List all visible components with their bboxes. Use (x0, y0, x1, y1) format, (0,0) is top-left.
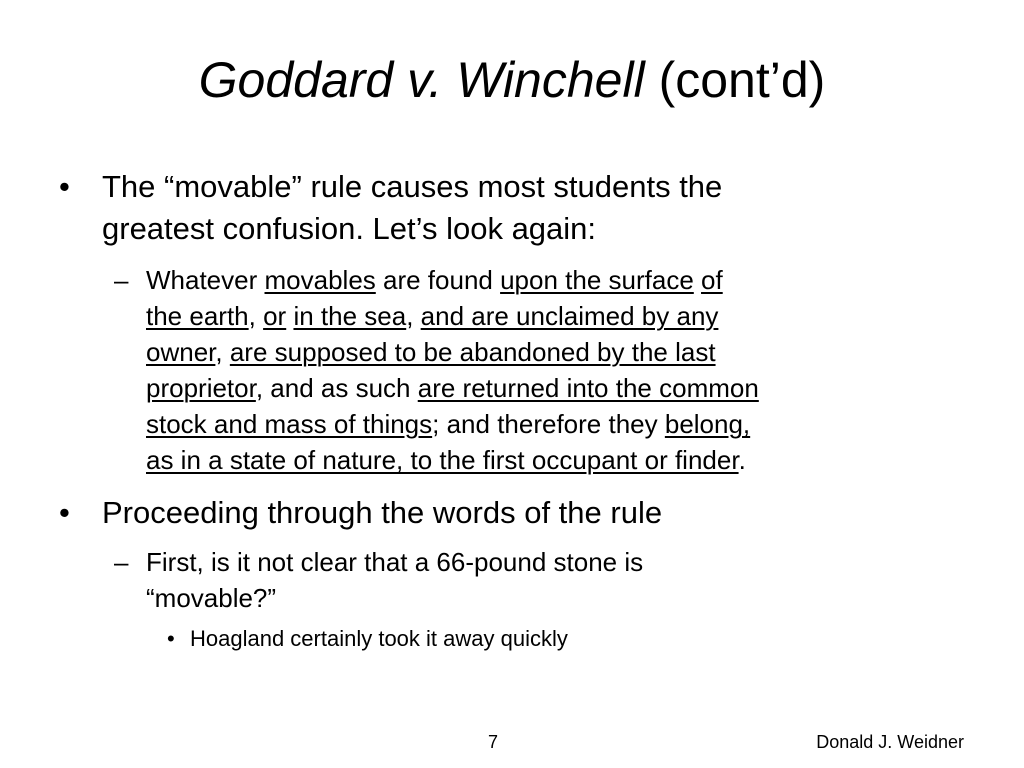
underlined-text: movables (264, 265, 376, 295)
text-run: , and as such (255, 373, 418, 403)
underlined-text: are returned into the common (417, 373, 759, 403)
text-run: are found (375, 265, 501, 295)
quote-line (146, 334, 966, 370)
sub-sub-bullet-hoagland (167, 624, 950, 654)
underlined-text: owner (146, 337, 216, 367)
underlined-text: the earth (146, 301, 249, 331)
bullet-proceeding (59, 492, 922, 534)
dash-marker: – (114, 547, 129, 577)
underlined-text: proprietor (146, 373, 256, 403)
underlined-text: are supposed to be abandoned by the last (229, 337, 716, 367)
sub-bullet-text-line: “movable?” (146, 583, 277, 613)
sub-bullet-rule-quote (114, 262, 966, 478)
underlined-text: stock and mass of things (146, 409, 433, 439)
quote-line (146, 262, 966, 298)
bullet-text-line: greatest confusion. Let’s look again: (102, 211, 597, 246)
text-run: ; and therefore they (432, 409, 665, 439)
text-run: Whatever (146, 265, 265, 295)
bullet-marker: • (59, 495, 70, 530)
underlined-text: and are unclaimed by any (420, 301, 719, 331)
underlined-text: or (263, 301, 287, 331)
title-suffix: (cont’d) (644, 52, 826, 108)
underlined-text: of (701, 265, 723, 295)
underlined-text: belong, (664, 409, 751, 439)
footer-author: Donald J. Weidner (816, 732, 964, 752)
text-run: , (248, 301, 264, 331)
slide-title (0, 48, 1024, 112)
underlined-text: upon the surface (500, 265, 694, 295)
title-case-name: Goddard v. Winchell (198, 52, 645, 108)
quote-line (146, 406, 966, 442)
bullet-marker: • (59, 169, 70, 204)
underlined-text: as in a state of nature, to the first occupant or finder (146, 445, 739, 475)
quote-line (146, 442, 966, 478)
underlined-text: in the sea (293, 301, 407, 331)
sub-bullet-text-line: First, is it not clear that a 66-pound stone is (146, 547, 644, 577)
sub-sub-bullet-text: Hoagland certainly took it away quickly (190, 626, 568, 651)
dash-marker: – (114, 265, 129, 295)
sub-bullet-movable-stone (114, 544, 966, 616)
text-run (694, 265, 701, 295)
quote-line (146, 298, 966, 334)
text-run: , (215, 337, 230, 367)
bullet-movable-rule (59, 166, 922, 250)
text-run: , (406, 301, 421, 331)
page-number: 7 (488, 732, 499, 752)
text-run: . (738, 445, 746, 475)
bullet-text-line: The “movable” rule causes most students the (102, 169, 723, 204)
quote-line (146, 370, 966, 406)
bullet-text-line: Proceeding through the words of the rule (102, 495, 663, 530)
bullet-marker: • (167, 626, 175, 651)
